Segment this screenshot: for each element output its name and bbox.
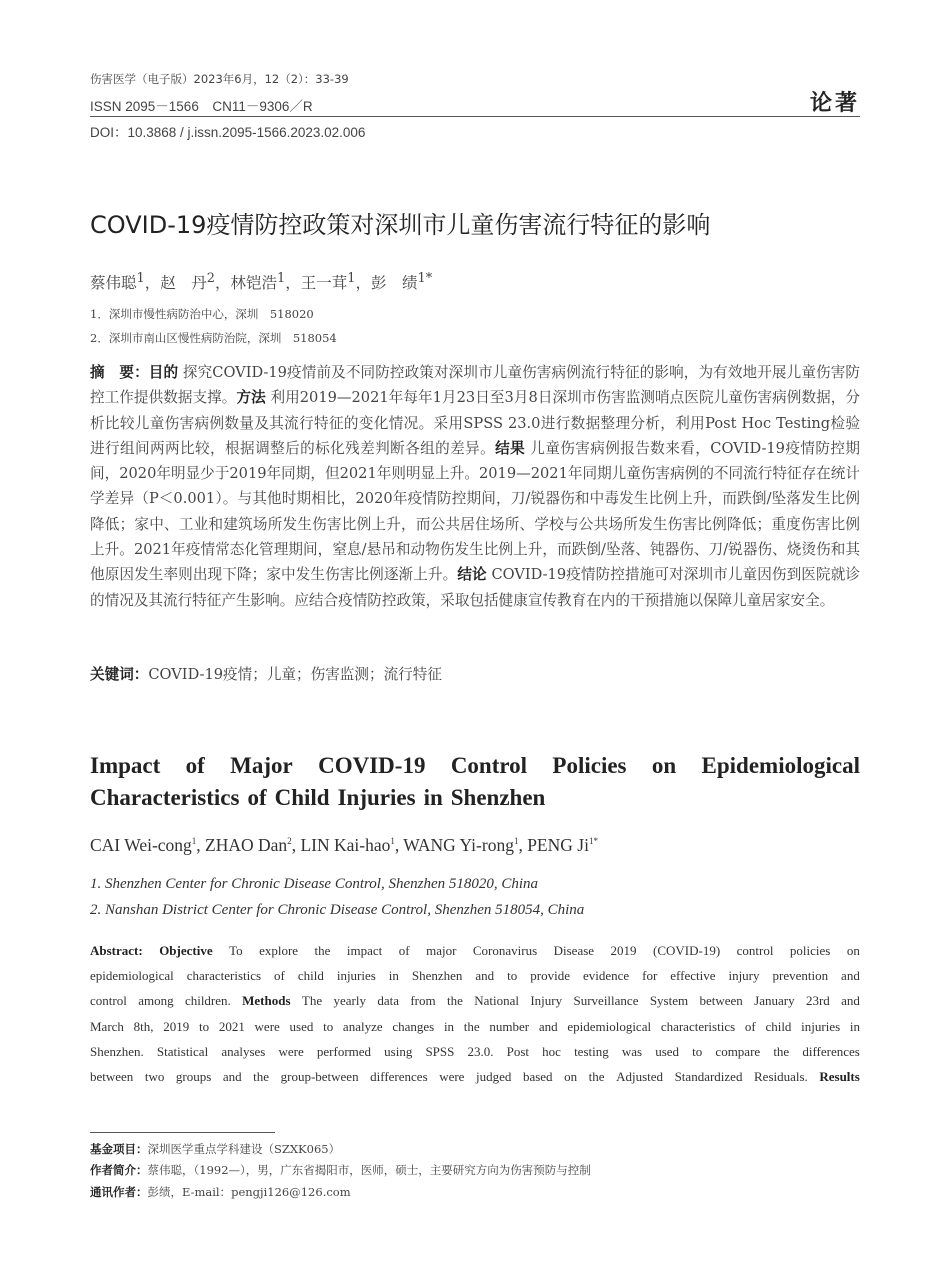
abstract-word: yearly [333, 993, 366, 1009]
title-word: in [423, 785, 443, 810]
title-word: of [247, 785, 267, 810]
authors-en [90, 835, 598, 856]
abstract-word: characteristics [186, 968, 262, 984]
title-word: of [185, 753, 205, 778]
author-en-name: CAI Wei-cong [90, 835, 192, 855]
abstract-word: and [841, 993, 860, 1009]
footnote-rule [90, 1132, 275, 1133]
abstract-line [90, 1064, 860, 1089]
abstract-label: Results [819, 1068, 860, 1084]
author-en-separator: , [394, 835, 404, 855]
abstract-word: compare [715, 1043, 761, 1059]
author-en-affiliation-mark: 1 [513, 836, 519, 847]
abstract-word: the [588, 1068, 605, 1084]
title-word: Characteristics [90, 785, 240, 810]
title-word: Impact [90, 753, 161, 778]
abstract-word: policies [789, 943, 831, 958]
affiliation-en-1: 1. Shenzhen Center for Chronic Disease Control, Shenzhen 518020, China [90, 876, 539, 892]
abstract-word: provide [530, 968, 570, 984]
author-en-name: PENG Ji [527, 835, 589, 855]
footnote-author-bio [90, 1162, 591, 1178]
abstract-word: analyze [342, 1018, 383, 1034]
issn-line: ISSN 2095－1566 CN11－9306／R [90, 99, 313, 114]
keywords-text: COVID-19疫情；儿童；伤害监测；流行特征 [148, 666, 442, 683]
abstract-word: and [538, 1018, 558, 1034]
abstract-word: groups [175, 1068, 212, 1084]
author-cn-name: 赵 丹 [160, 274, 207, 293]
title-word: Major [230, 753, 293, 778]
abstract-word: were [278, 1043, 304, 1059]
abstract-word: differences [370, 1068, 428, 1084]
author-en-name: WANG Yi-rong [403, 835, 514, 855]
abstract-word: and [841, 968, 860, 984]
abstract-word: to [692, 1043, 703, 1059]
abstract-word: to [198, 1018, 210, 1034]
abstract-word: impact [346, 943, 383, 958]
abstract-word: child [297, 968, 324, 984]
affiliation-en-2: 2. Nanshan District Center for Chronic Disease Control, Shenzhen 518054, China [90, 902, 585, 918]
abstract-word: Injury [530, 993, 563, 1009]
abstract-word: Surveillance [573, 993, 639, 1009]
abstract-line [90, 938, 860, 963]
abstract-word: SPSS [425, 1043, 455, 1059]
abstract-word: differences [802, 1043, 860, 1059]
abstract-line [90, 988, 860, 1013]
doi: DOI：10.3868 / j.issn.2095-1566.2023.02.006 [90, 125, 366, 140]
abstract-word: Residuals. [754, 1068, 808, 1084]
title-word: Child [274, 785, 330, 810]
abstract-word: the [314, 943, 331, 958]
abstract-word: children. [184, 993, 231, 1009]
methods-label: 方法 [236, 389, 266, 407]
abstract-word: performed [316, 1043, 372, 1059]
author-en-affiliation-mark: 1 [390, 836, 395, 847]
abstract-word: the [773, 1043, 790, 1059]
author-en-name: LIN Kai-hao [300, 835, 391, 855]
abstract-word: Coronavirus [472, 943, 538, 958]
title-word: COVID-19 [318, 753, 426, 778]
abstract-line [90, 963, 860, 988]
abstract-word: effective [670, 968, 716, 984]
footnote-author-label: 作者简介： [90, 1163, 148, 1177]
abstract-word: injuries [336, 968, 376, 984]
title-word: Policies [552, 753, 627, 778]
abstract-word: data [377, 993, 399, 1009]
abstract-word: to [507, 968, 518, 984]
abstract-word: between [699, 993, 743, 1009]
abstract-word: used [289, 1018, 314, 1034]
abstract-word: injury [728, 968, 760, 984]
abstract-word: To [229, 943, 243, 958]
conclusion-label: 结论 [457, 566, 487, 584]
abstract-word: explore [259, 943, 299, 958]
journal-citation: 伤害医学（电子版）2023年6月，12（2）：33-39 [90, 72, 349, 86]
abstract-word: for [642, 968, 658, 984]
title-word: Injuries [337, 785, 416, 810]
abstract-word: January [754, 993, 795, 1009]
author-cn-separator: ， [285, 274, 301, 293]
abstract-word: 2019 [163, 1018, 190, 1034]
author-en-separator: , [518, 835, 528, 855]
affiliation-cn-2: 2．深圳市南山区慢性病防治院，深圳 518054 [90, 331, 337, 345]
abstract-word: changes [392, 1018, 435, 1034]
abstract-word: to [323, 1018, 334, 1034]
abstract-word: was [621, 1043, 643, 1059]
abstract-word: control [736, 943, 774, 958]
abstract-word: two [144, 1068, 165, 1084]
abstract-word: Post [506, 1043, 530, 1059]
author-en-separator: , [196, 835, 206, 855]
abstract-word: using [384, 1043, 413, 1059]
footnote-funding-label: 基金项目： [90, 1142, 148, 1156]
abstract-word: Statistical [156, 1043, 209, 1059]
abstract-word: testing [574, 1043, 609, 1059]
abstract-word: the [463, 1018, 480, 1034]
abstract-word: were [254, 1018, 280, 1034]
footnote-corresponding [90, 1184, 351, 1200]
author-cn-separator: ， [355, 274, 371, 293]
abstract-word: 23rd [805, 993, 830, 1009]
abstract-word: evidence [582, 968, 630, 984]
abstract-word: between [90, 1068, 134, 1084]
abstract-word: Shenzhen. [90, 1043, 144, 1059]
abstract-word: of [274, 968, 285, 984]
author-cn-affiliation-mark: 1 [136, 271, 145, 286]
title-en-line-2 [90, 782, 860, 814]
abstract-line [90, 1014, 860, 1039]
author-en-separator: , [291, 835, 301, 855]
abstract-word: hoc [542, 1043, 561, 1059]
author-cn-name: 王一茸 [300, 274, 348, 293]
abstract-word: characteristics [660, 1018, 736, 1034]
abstract-word: in [443, 1018, 455, 1034]
methods-text: 利用2019—2021年每年1月23日至3月8日深圳市伤害监测哨点医院儿童伤害病例数据，分析比较儿童伤害病例数量及其流行特征的变化情况。采用SPSS 23.0进行数据整理分析，利用Post Hoc Testing检验进行组间两两比较，根据调整后的标化残差判断各组的差异。 [90, 389, 860, 457]
abstract-word: 8th, [133, 1018, 154, 1034]
abstract-word: group-between [280, 1068, 359, 1084]
abstract-word: National [474, 993, 519, 1009]
abstract-word: of [398, 943, 410, 958]
abstract-word: Shenzhen [411, 968, 463, 984]
objective-text: 探究COVID-19疫情前及不同防控政策对深圳市儿童伤害病例流行特征的影响，为有效地开展儿童伤害防控工作提供数据支撑。 [90, 364, 860, 407]
section-label: 论著 [809, 90, 860, 116]
abstract-word: child [765, 1018, 792, 1034]
abstract-word: judged [476, 1068, 512, 1084]
title-word: Shenzhen [450, 785, 546, 810]
abstract-label: Objective [159, 943, 213, 958]
abstract-word: 23.0. [467, 1043, 494, 1059]
abstract-word: Disease [553, 943, 595, 958]
author-en-name: ZHAO Dan [205, 835, 288, 855]
authors-cn [90, 271, 432, 293]
abstract-word: System [649, 993, 689, 1009]
affiliation-cn-1: 1．深圳市慢性病防治中心，深圳 518020 [90, 307, 314, 321]
footnote-corresponding-text: 彭绩，E-mail：pengji126@126.com [147, 1185, 351, 1199]
abstract-word: analyses [221, 1043, 266, 1059]
author-cn-name: 林铠浩 [230, 274, 278, 293]
title-word: on [651, 753, 677, 778]
author-cn-separator: ， [214, 274, 231, 293]
abstract-word: among [138, 993, 174, 1009]
results-label: 结果 [495, 439, 526, 457]
abstract-word: The [301, 993, 323, 1009]
footnote-funding-text: 深圳医学重点学科建设（SZXK065） [147, 1142, 341, 1156]
title-word: Control [450, 753, 528, 778]
abstract-word: and [222, 1068, 242, 1084]
abstract-word: of [744, 1018, 756, 1034]
author-en-affiliation-mark: 2 [287, 836, 292, 847]
abstract-word: the [446, 993, 463, 1009]
abstract-word: on [564, 1068, 578, 1084]
abstract-word: control [90, 993, 127, 1009]
abstract-word: from [410, 993, 436, 1009]
conclusion-text: COVID-19疫情防控措施可对深圳市儿童因伤到医院就诊的情况及其流行特征产生影响。应结合疫情防控政策，采取包括健康宣传教育在内的干预措施以保障儿童居家安全。 [90, 566, 860, 609]
abstract-word: the [253, 1068, 270, 1084]
author-cn-affiliation-mark: 1 [347, 271, 356, 286]
abstract-word: based [522, 1068, 553, 1084]
abstract-line [90, 1039, 860, 1064]
footnote-author-text: 蔡伟聪，（1992—），男，广东省揭阳市，医师，硕士，主要研究方向为伤害预防与控制 [147, 1163, 591, 1177]
objective-label: 目的 [148, 364, 179, 381]
abstract-word: major [426, 943, 457, 958]
footnote-corresponding-label: 通讯作者： [90, 1185, 148, 1199]
abstract-word: Adjusted [616, 1068, 664, 1084]
header-rule [90, 116, 860, 117]
author-cn-separator: ， [144, 274, 161, 293]
abstract-word: Standardized [674, 1068, 743, 1084]
abstract-word: epidemiological [567, 1018, 652, 1034]
abstract-word: in [849, 1018, 860, 1034]
keywords-cn [90, 663, 442, 684]
title-word: Epidemiological [701, 753, 860, 778]
author-cn-name: 彭 绩 [371, 274, 418, 293]
results-text: 儿童伤害病例报告数来看，COVID-19疫情防控期间，2020年明显少于2019年同期，但2021年则明显上升。2019—2021年同期儿童伤害病例的不同流行特征存在统计学差异（P＜0.001）。与其他时期相比，2020年疫情防控期间，刀/锐器伤和中毒发生比例上升，而跌倒/坠落发生比例降低；家中、工业和建筑场所发生伤害比例上升，而公共居住场所、学校与公共场所发生伤害比例降低；重度伤害比例上升。2021年疫情常态化管理期间，窒息/悬吊和动物伤发生比例上升，而跌倒/坠落、钝器伤、刀/锐器伤、烧烫伤和其他原因发生率则出现下降；家中发生伤害比例逐渐上升。 [90, 439, 860, 584]
author-cn-affiliation-mark: 1 [277, 271, 286, 286]
abstract-cn [90, 360, 860, 613]
abstract-word: (COVID-19) [653, 943, 721, 958]
footnote-funding [90, 1141, 340, 1157]
abstract-en [90, 938, 860, 1089]
title-en-line-1 [90, 750, 860, 782]
abstract-word: injuries [801, 1018, 841, 1034]
keywords-label: 关键词： [90, 666, 149, 683]
abstract-label: Methods [242, 993, 291, 1009]
abstract-cn-label: 摘 要： [90, 364, 149, 381]
author-cn-affiliation-mark: 2 [206, 271, 215, 286]
abstract-word: on [846, 943, 860, 958]
author-en-affiliation-mark: 1 [191, 836, 197, 847]
abstract-word: in [388, 968, 399, 984]
author-en-affiliation-mark: 1* [588, 836, 598, 847]
author-cn-name: 蔡伟聪 [90, 274, 137, 293]
abstract-word: March [90, 1018, 124, 1034]
abstract-word: and [475, 968, 495, 984]
abstract-word: 2021 [218, 1018, 245, 1034]
abstract-word: used [655, 1043, 680, 1059]
abstract-word: epidemiological [90, 968, 174, 984]
abstract-word: prevention [772, 968, 829, 984]
abstract-word: 2019 [610, 943, 637, 958]
abstract-label: Abstract: [90, 943, 143, 958]
abstract-word: were [439, 1068, 465, 1084]
title-cn: COVID-19疫情防控政策对深圳市儿童伤害流行特征的影响 [90, 211, 711, 239]
title-en [90, 750, 860, 814]
author-cn-affiliation-mark: 1* [417, 271, 433, 286]
abstract-word: number [489, 1018, 530, 1034]
